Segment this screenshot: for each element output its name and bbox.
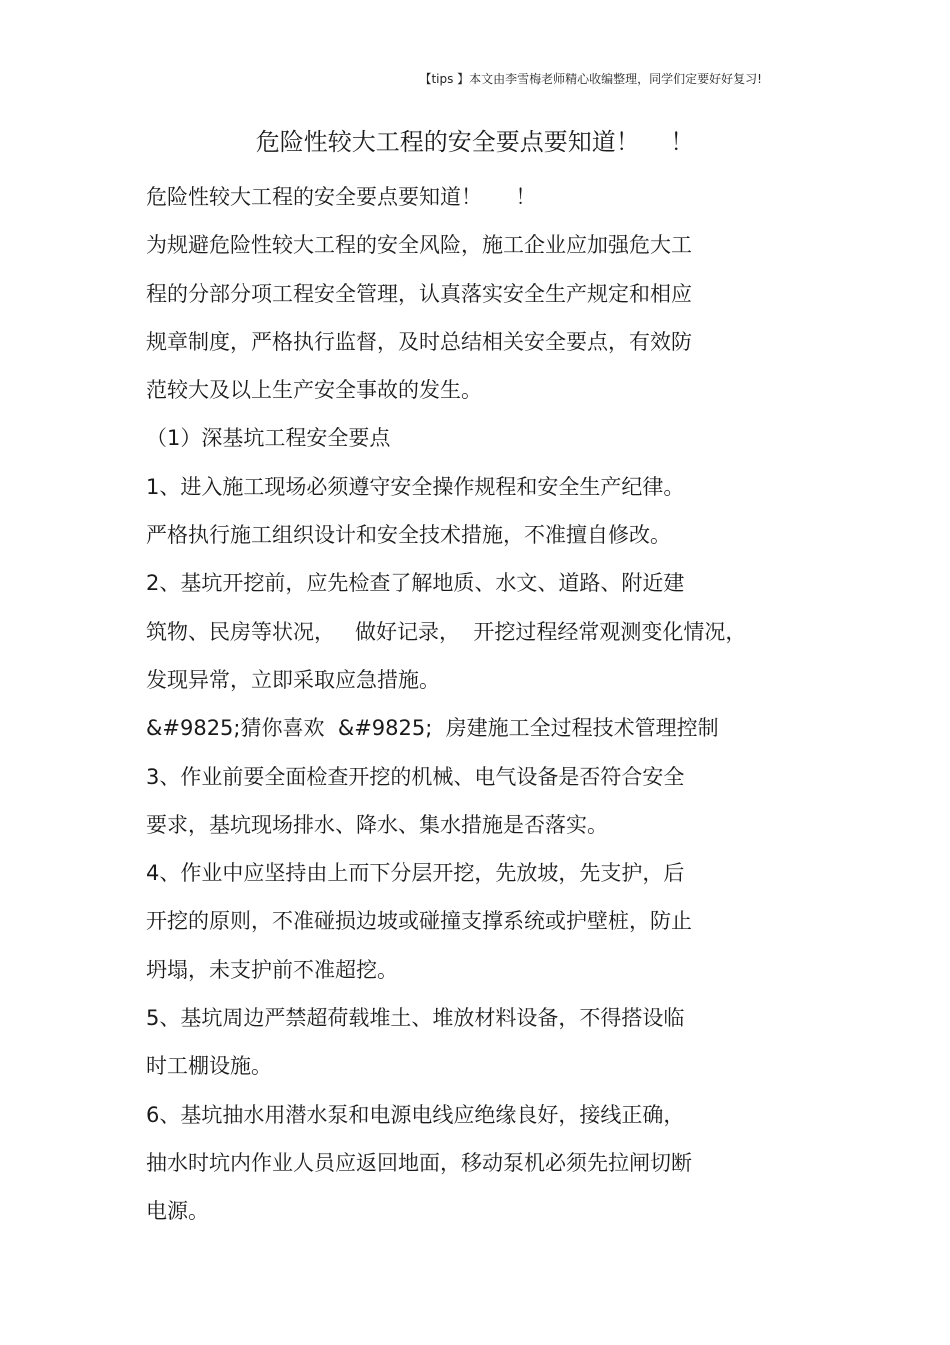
body-line: 3、作业前要全面检查开挖的机械、电气设备是否符合安全 (146, 764, 685, 789)
body-line: 程的分部分项工程安全管理，认真落实安全生产规定和相应 (146, 281, 692, 306)
body-line: 4、作业中应坚持由上而下分层开挖，先放坡，先支护，后 (146, 861, 685, 886)
body-line: 严格执行施工组织设计和安全技术措施，不准擅自修改。 (146, 523, 671, 548)
body-line: 时工棚设施。 (146, 1054, 272, 1079)
body-line: 要求，基坑现场排水、降水、集水措施是否落实。 (146, 812, 608, 837)
body-line: 危险性较大工程的安全要点要知道！ ！ (146, 185, 537, 209)
document-body (146, 178, 846, 1241)
body-line: 5、基坑周边严禁超荷载堆土、堆放材料设备，不得搭设临 (146, 1006, 685, 1031)
body-line: 为规避危险性较大工程的安全风险，施工企业应加强危大工 (146, 233, 692, 258)
body-line: 规章制度，严格执行监督，及时总结相关安全要点，有效防 (146, 329, 692, 354)
recommendation-line: &#9825;猜你喜欢 &#9825; 房建施工全过程技术管理控制 (146, 716, 719, 741)
section-heading: （1）深基坑工程安全要点 (146, 426, 391, 451)
body-line: 筑物、民房等状况， 做好记录， 开挖过程经常观测变化情况， (146, 619, 747, 644)
body-line: 6、基坑抽水用潜水泵和电源电线应绝缘良好，接线正确， (146, 1102, 685, 1127)
header-tips: 【tips 】本文由李雪梅老师精心收编整理，同学们定要好好复习! (419, 72, 762, 86)
body-line: 范较大及以上生产安全事故的发生。 (146, 378, 482, 403)
body-line: 2、基坑开挖前，应先检查了解地质、水文、道路、附近建 (146, 571, 685, 596)
body-line: 发现异常，立即采取应急措施。 (146, 667, 440, 692)
body-line: 电源。 (146, 1199, 209, 1224)
body-line: 抽水时坑内作业人员应返回地面，移动泵机必须先拉闸切断 (146, 1150, 692, 1175)
body-line: 开挖的原则，不准碰损边坡或碰撞支撑系统或护壁桩，防止 (146, 909, 692, 934)
document-title: 危险性较大工程的安全要点要知道！ ！ (255, 128, 695, 156)
body-line: 坍塌，未支护前不准超挖。 (146, 957, 398, 982)
body-line: 1、进入施工现场必须遵守安全操作规程和安全生产纪律。 (146, 474, 685, 499)
